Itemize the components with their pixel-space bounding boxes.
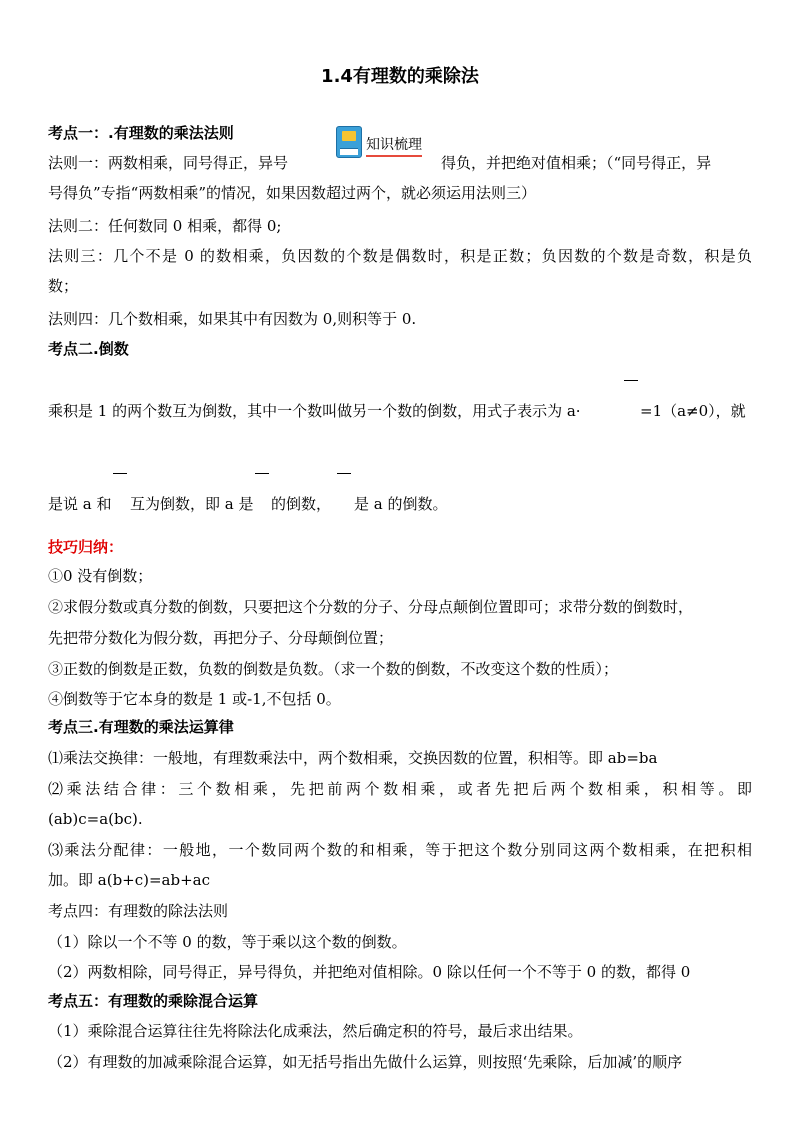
section-heading-division-rules: 考点四：有理数的除法法则 (48, 902, 229, 920)
commutative-law: ⑴乘法交换律：一般地，有理数乘法中，两个数相乘，交换因数的位置，积相等。即 ab=ba (48, 749, 658, 767)
mixed-operations-2: （2）有理数的加减乘除混合运算，如无括号指出先做什么运算，则按照‘先乘除，后加减’的顺序 (48, 1053, 683, 1071)
distributive-law-line-1: ⑶乘法分配律：一般地，一个数同两个数的和相乘，等于把这个数分别同这两个数相乘，在把积相 (48, 841, 752, 859)
section-heading-multiplication-laws: 考点三.有理数的乘法运算律 (48, 718, 234, 736)
division-rule-1: （1）除以一个不等 0 的数，等于乘以这个数的倒数。 (48, 933, 407, 951)
book-icon (336, 126, 362, 158)
rule-four: 法则四：几个数相乘，如果其中有因数为 0,则积等于 0. (48, 310, 417, 328)
tip-1: ①0 没有倒数； (48, 567, 153, 585)
reciprocal-example-part-3: 的倒数， (271, 495, 332, 513)
reciprocal-example-part-1: 是说 a 和 (48, 495, 112, 513)
associative-law-line-2: (ab)c=a(bc). (48, 810, 143, 828)
rule-three-line-2: 数； (48, 277, 79, 295)
reciprocal-example-part-4: 是 a 的倒数。 (354, 495, 448, 513)
tip-2-line-2: 先把带分数化为假分数，再把分子、分母颠倒位置； (48, 629, 394, 647)
division-rule-2: （2）两数相除，同号得正，异号得负，并把绝对值相除。0 除以任何一个不等于 0 的数，都得 0 (48, 963, 691, 981)
distributive-law-line-2: 加。即 a(b+c)=ab+ac (48, 871, 211, 889)
section-heading-multiplication-rules: 考点一：.有理数的乘法法则 (48, 124, 234, 142)
reciprocal-definition-part-2: =1（a≠0），就 (640, 402, 746, 420)
associative-law-line-1: ⑵乘法结合律：三个数相乘，先把前两个数相乘，或者先把后两个数相乘，积相等。即 (48, 780, 752, 798)
fraction-one-over-a (337, 471, 351, 475)
tip-4: ④倒数等于它本身的数是 1 或-1,不包括 0。 (48, 690, 341, 708)
rule-one-line-1b: 得负，并把绝对值相乘；（“同号得正，异 (441, 154, 712, 172)
rule-one-line-1a: 法则一：两数相乘，同号得正，异号 (48, 154, 289, 172)
section-heading-mixed-operations: 考点五：有理数的乘除混合运算 (48, 992, 259, 1010)
tip-2-line-1: ②求假分数或真分数的倒数，只要把这个分数的分子、分母点颠倒位置即可；求带分数的倒数时， (48, 598, 694, 616)
tips-heading: 技巧归纳： (48, 538, 124, 556)
fraction-one-over-a (255, 471, 269, 475)
reciprocal-example-part-2: 互为倒数，即 a 是 (130, 495, 254, 513)
fraction-one-over-a (624, 378, 638, 382)
mixed-operations-1: （1）乘除混合运算往往先将除法化成乘法，然后确定积的符号，最后求出结果。 (48, 1022, 583, 1040)
tip-3: ③正数的倒数是正数，负数的倒数是负数。（求一个数的倒数，不改变这个数的性质）； (48, 660, 619, 678)
fraction-one-over-a (113, 471, 127, 475)
badge-label: 知识梳理 (366, 134, 422, 157)
rule-three-line-1: 法则三：几个不是 0 的数相乘，负因数的个数是偶数时，积是正数；负因数的个数是奇数，积是负 (48, 247, 752, 265)
rule-one-line-2: 号得负”专指“两数相乘”的情况，如果因数超过两个，就必须运用法则三） (48, 184, 537, 202)
knowledge-badge (336, 126, 432, 158)
page-title: 1.4有理数的乘除法 (321, 66, 479, 87)
section-heading-reciprocal: 考点二.倒数 (48, 340, 129, 358)
reciprocal-definition-part-1: 乘积是 1 的两个数互为倒数，其中一个数叫做另一个数的倒数，用式子表示为 a· (48, 402, 581, 420)
rule-two: 法则二：任何数同 0 相乘，都得 0; (48, 217, 282, 235)
